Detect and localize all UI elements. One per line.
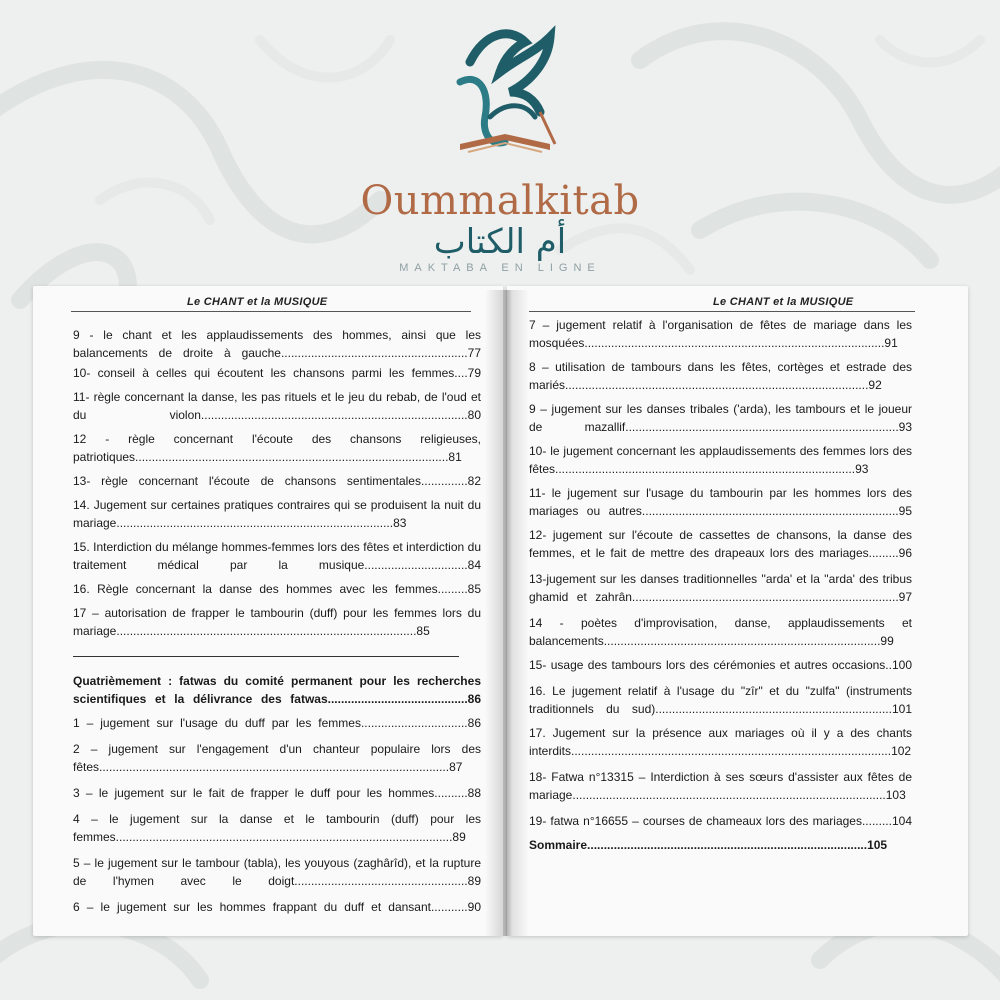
toc-entry: 5 – le jugement sur le tambour (tabla), les youyous (zaghârîd), et la rupture de l'hymen avec le doigt....................................................89 — [73, 856, 481, 888]
toc-entry: 6 – le jugement sur les hommes frappant du duff et dansant...........90 — [73, 900, 481, 914]
toc-entry: 12 - règle concernant l'écoute des chansons religieuses, patriotiques..............................................................................................81 — [73, 432, 481, 464]
toc-entry: 13-jugement sur les danses traditionnelles ''arda' et la ''arda' des tribus ghamid et zahrân................................................................................97 — [529, 572, 912, 604]
brand-tagline: MAKTABA EN LIGNE — [399, 262, 601, 274]
section-heading: Quatrièmement : fatwas du comité permanent pour les recherches scientifiques et la délivrance des fatwas..........................................86 — [73, 674, 481, 706]
toc-entry: 7 – jugement relatif à l'organisation de fêtes de mariage dans les mosquées..........................................................................................91 — [529, 318, 912, 350]
toc-entry: 10- conseil à celles qui écoutent les chansons parmi les femmes....79 — [73, 366, 481, 380]
toc-entry: 16. Règle concernant la danse des hommes avec les femmes.........85 — [73, 582, 481, 596]
toc-entry: 3 – le jugement sur le fait de frapper le duff pour les hommes..........88 — [73, 786, 481, 800]
toc-entry: 15. Interdiction du mélange hommes-femmes lors des fêtes et interdiction du traitement médical par la musique...............................84 — [73, 540, 481, 572]
toc-entry: 11- le jugement sur l'usage du tambourin par les hommes lors des mariages ou autres.............................................................................95 — [529, 486, 912, 518]
toc-entry: 11- règle concernant la danse, les pas rituels et le jeu du rebab, de l'oud et du violon................................................................................80 — [73, 390, 481, 422]
oummalkitab-logo-icon — [430, 22, 580, 172]
running-head-left: Le CHANT et la MUSIQUE — [187, 296, 328, 308]
open-book — [33, 286, 968, 936]
toc-entry: 8 – utilisation de tambours dans les fêtes, cortèges et estrade des mariés...........................................................................................92 — [529, 360, 912, 392]
header-rule — [71, 311, 471, 312]
toc-entry: 14. Jugement sur certaines pratiques contraires qui se produisent la nuit du mariage...................................................................................83 — [73, 498, 481, 530]
toc-entry: 1 – jugement sur l'usage du duff par les femmes................................86 — [73, 716, 481, 730]
toc-entry: 18- Fatwa n°13315 – Interdiction à ses sœurs d'assister aux fêtes de mariage..............................................................................................103 — [529, 770, 912, 802]
right-page — [507, 286, 968, 936]
toc-entry: 9 - le chant et les applaudissements des hommes, ainsi que les balancements de droite à gauche........................................................77 — [73, 328, 481, 360]
running-head-right: Le CHANT et la MUSIQUE — [713, 296, 854, 308]
toc-entry: 16. Le jugement relatif à l'usage du "zîr" et du "zulfa" (instruments traditionnels du sud).......................................................................101 — [529, 684, 912, 716]
toc-entry: 17 – autorisation de frapper le tambourin (duff) pour les femmes lors du mariage..........................................................................................85 — [73, 606, 481, 638]
toc-entry: 15- usage des tambours lors des cérémonies et autres occasions..100 — [529, 658, 912, 672]
section-divider — [73, 656, 459, 657]
book-gutter-shadow — [485, 290, 529, 936]
toc-entry: 13- règle concernant l'écoute de chansons sentimentales..............82 — [73, 474, 481, 488]
brand-arabic-name: أم الكتاب — [433, 222, 567, 262]
toc-entry: 9 – jugement sur les danses tribales ('arda), les tambours et le joueur de mazallif..................................................................................93 — [529, 402, 912, 434]
left-page — [33, 286, 503, 936]
toc-entry: 10- le jugement concernant les applaudissements des femmes lors des fêtes..........................................................................................93 — [529, 444, 912, 476]
summary-entry: Sommaire....................................................................................105 — [529, 838, 888, 852]
brand-name: Oummalkitab — [360, 178, 640, 224]
toc-entry: 2 – jugement sur l'engagement d'un chanteur populaire lors des fêtes.........................................................................................................87 — [73, 742, 481, 774]
toc-entry: 19- fatwa n°16655 – courses de chameaux lors des mariages.........104 — [529, 814, 912, 828]
header-rule — [529, 311, 915, 312]
toc-entry: 12- jugement sur l'écoute de cassettes de chansons, la danse des femmes, et le fait de mettre des drapeaux lors des mariages.........96 — [529, 528, 912, 560]
toc-entry: 17. Jugement sur la présence aux mariages où il y a des chants interdits................................................................................................102 — [529, 726, 912, 758]
toc-entry: 4 – le jugement sur la danse et le tambourin (duff) pour les femmes.....................................................................................................89 — [73, 812, 481, 844]
toc-entry: 14 - poètes d'improvisation, danse, applaudissements et balancements...................................................................................99 — [529, 616, 912, 648]
